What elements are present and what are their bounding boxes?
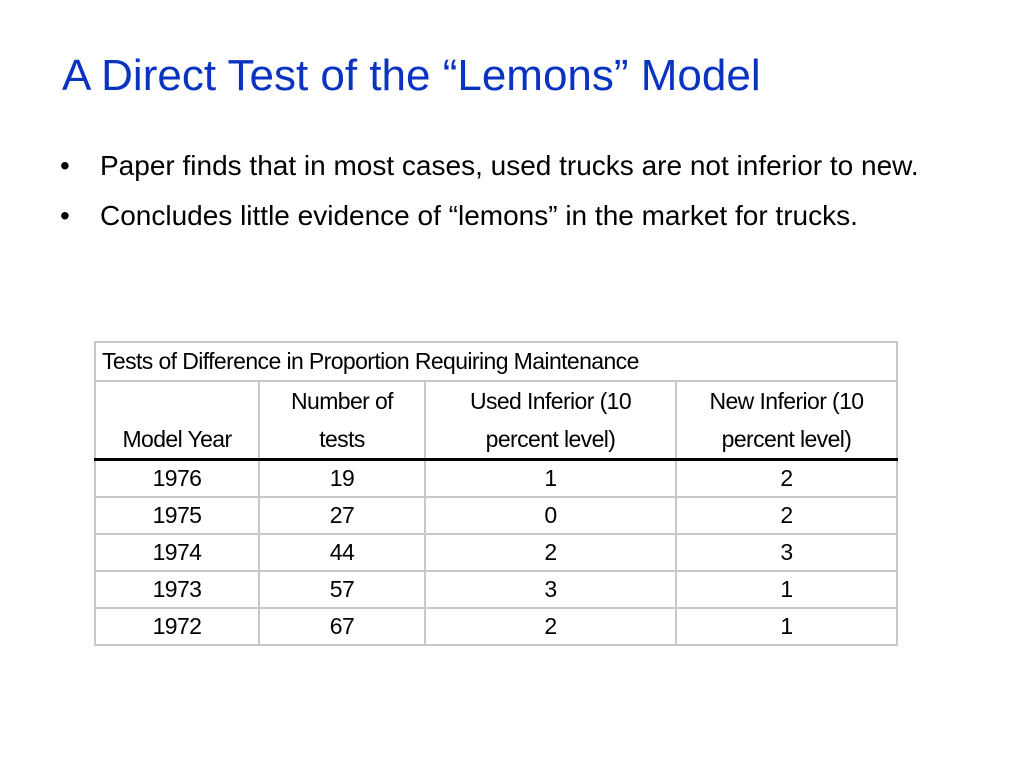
header-used-inferior-line2: percent level) [485,426,616,452]
cell-new-inferior: 2 [676,497,897,534]
table-caption: Tests of Difference in Proportion Requiring Maintenance [95,342,897,381]
header-model-year-label: Model Year [122,426,232,452]
bullet-mark: • [60,200,70,231]
table-row [95,460,897,498]
header-number-of-tests-line2: tests [319,426,365,452]
table-header-row [95,381,897,460]
table-row [95,534,897,571]
cell-model-year: 1975 [95,497,259,534]
bullet-item [58,196,938,236]
bullet-mark: • [60,150,70,181]
cell-model-year: 1972 [95,608,259,645]
bullet-list [58,146,938,246]
cell-new-inferior: 1 [676,608,897,645]
cell-number-of-tests: 57 [259,571,425,608]
header-new-inferior [676,381,897,460]
cell-number-of-tests: 44 [259,534,425,571]
bullet-text: Concludes little evidence of “lemons” in the market for trucks. [100,200,858,231]
header-model-year [95,381,259,460]
cell-used-inferior: 3 [425,571,676,608]
cell-number-of-tests: 67 [259,608,425,645]
cell-number-of-tests: 27 [259,497,425,534]
cell-model-year: 1974 [95,534,259,571]
header-number-of-tests [259,381,425,460]
cell-new-inferior: 2 [676,460,897,498]
cell-used-inferior: 2 [425,534,676,571]
table-row [95,608,897,645]
cell-used-inferior: 0 [425,497,676,534]
cell-used-inferior: 2 [425,608,676,645]
table-caption-row [95,342,897,381]
table-row [95,571,897,608]
cell-model-year: 1976 [95,460,259,498]
maintenance-table-container [94,341,898,646]
header-number-of-tests-line1: Number of [291,388,393,414]
table-row [95,497,897,534]
bullet-text: Paper finds that in most cases, used trucks are not inferior to new. [100,150,919,181]
cell-number-of-tests: 19 [259,460,425,498]
cell-new-inferior: 1 [676,571,897,608]
header-new-inferior-line2: percent level) [721,426,852,452]
maintenance-table [94,341,898,646]
slide-title: A Direct Test of the “Lemons” Model [62,51,761,100]
header-used-inferior [425,381,676,460]
cell-used-inferior: 1 [425,460,676,498]
header-used-inferior-line1: Used Inferior (10 [469,388,632,414]
cell-model-year: 1973 [95,571,259,608]
cell-new-inferior: 3 [676,534,897,571]
bullet-item [58,146,938,186]
header-new-inferior-line1: New Inferior (10 [709,388,864,414]
